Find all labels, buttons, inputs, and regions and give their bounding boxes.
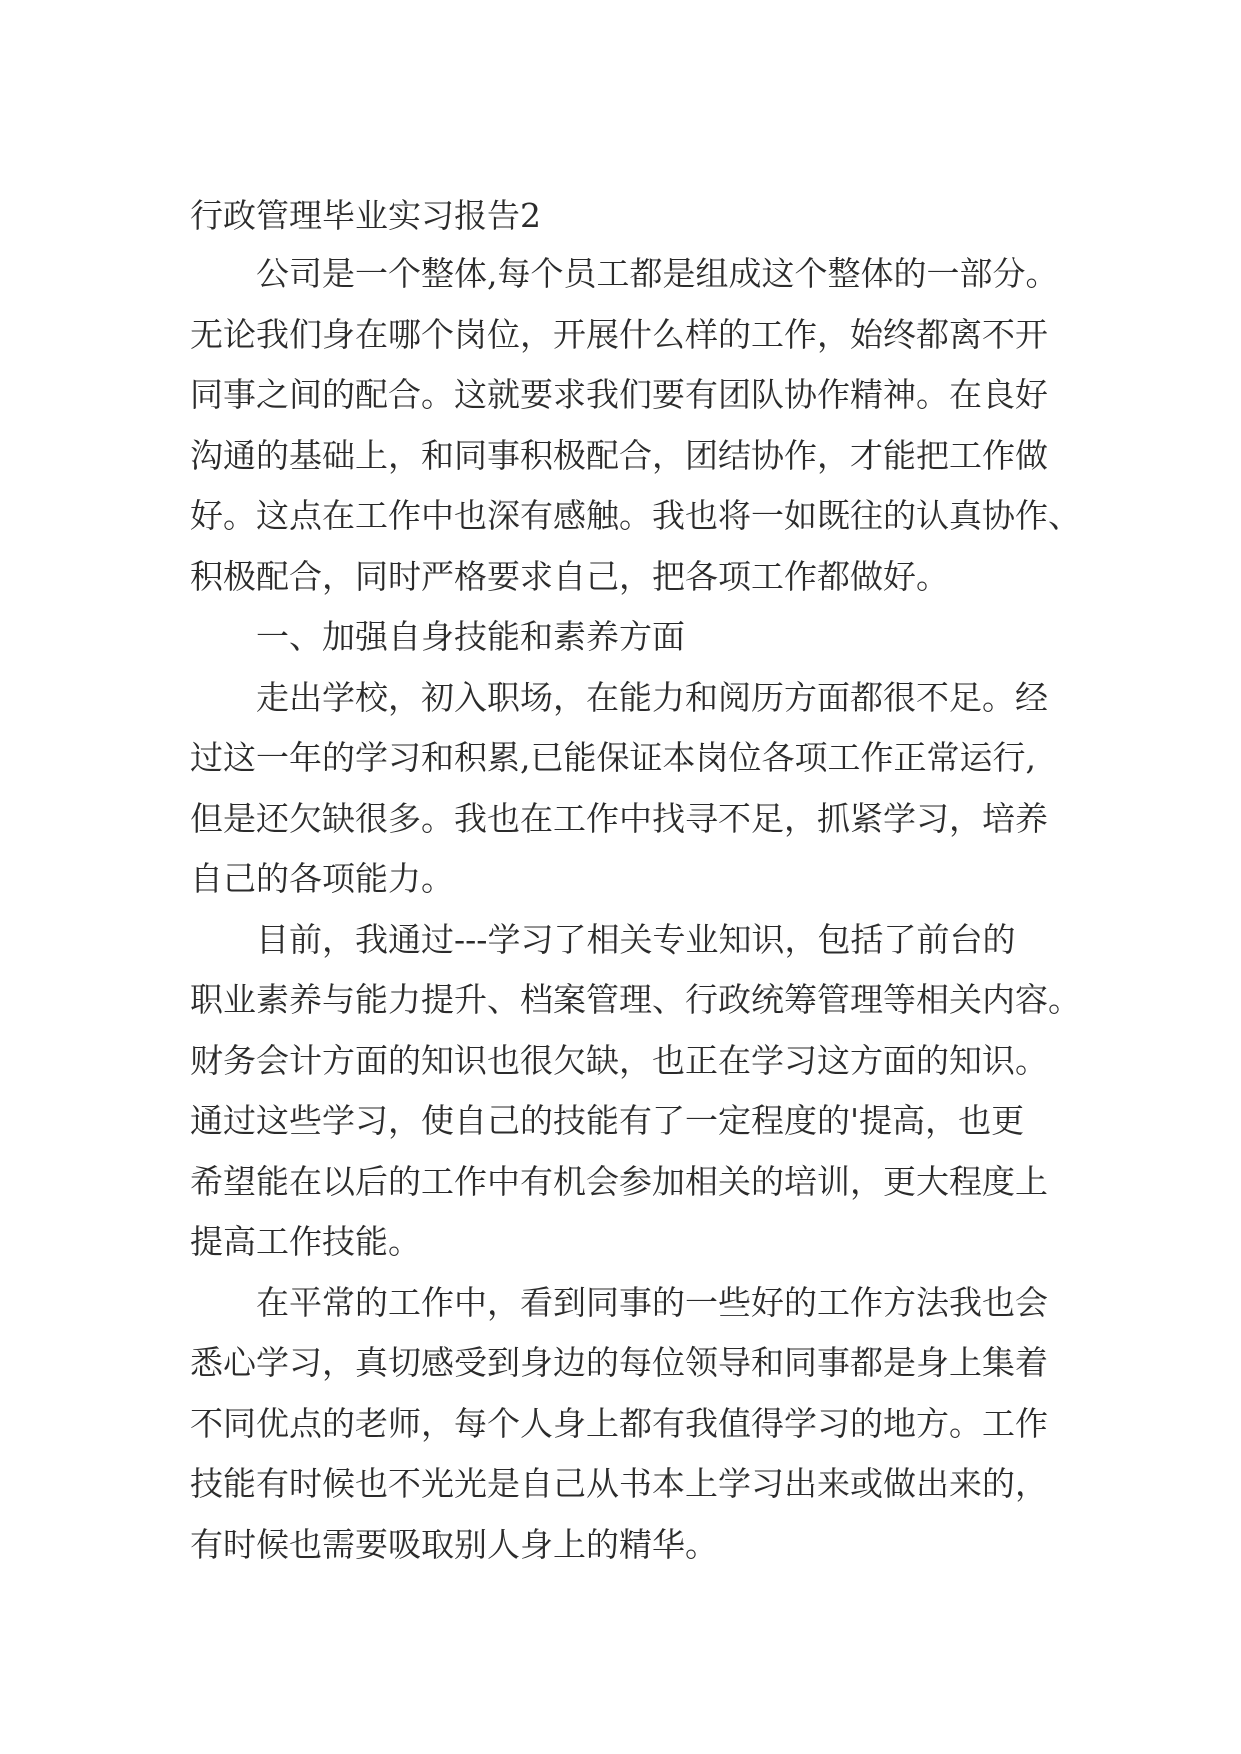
text-line: 提高工作技能。 bbox=[190, 1222, 421, 1261]
text-line: 积极配合，同时严格要求自己，把各项工作都做好。 bbox=[190, 556, 949, 596]
text-line: 公司是一个整体,每个员工都是组成这个整体的一部分。 bbox=[256, 254, 1059, 293]
text-line: 在平常的工作中，看到同事的一些好的工作方法我也会 bbox=[256, 1282, 1048, 1322]
text-line: 职业素养与能力提升、档案管理、行政统筹管理等相关内容。 bbox=[190, 980, 1081, 1019]
text-line: 有时候也需要吸取别人身上的精华。 bbox=[190, 1524, 718, 1564]
text-line: 好。这点在工作中也深有感触。我也将一如既往的认真协作、 bbox=[190, 496, 1081, 535]
text-line: 沟通的基础上，和同事积极配合，团结协作，才能把工作做 bbox=[190, 435, 1048, 475]
paragraph-lines bbox=[190, 244, 1090, 1575]
text-line: 财务会计方面的知识也很欠缺，也正在学习这方面的知识。 bbox=[190, 1040, 1048, 1080]
text-line: 目前，我通过---学习了相关专业知识，包括了前台的 bbox=[256, 919, 1016, 959]
text-line: 不同优点的老师，每个人身上都有我值得学习的地方。工作 bbox=[190, 1403, 1048, 1443]
text-line: 同事之间的配合。这就要求我们要有团队协作精神。在良好 bbox=[190, 375, 1048, 414]
text-line: 自己的各项能力。 bbox=[190, 859, 454, 898]
text-line: 但是还欠缺很多。我也在工作中找寻不足，抓紧学习，培养 bbox=[190, 798, 1048, 838]
text-line: 无论我们身在哪个岗位，开展什么样的工作，始终都离不开 bbox=[190, 314, 1048, 354]
text-line: 走出学校，初入职场，在能力和阅历方面都很不足。经 bbox=[256, 677, 1048, 717]
text-line: 通过这些学习，使自己的技能有了一定程度的'提高，也更 bbox=[190, 1101, 1025, 1140]
text-line: 悉心学习，真切感受到身边的每位领导和同事都是身上集着 bbox=[190, 1343, 1048, 1382]
text-line: 技能有时候也不光光是自己从书本上学习出来或做出来的， bbox=[190, 1464, 1048, 1503]
text-line: 过这一年的学习和积累,已能保证本岗位各项工作正常运行, bbox=[190, 738, 1036, 777]
text-line: 希望能在以后的工作中有机会参加相关的培训，更大程度上 bbox=[190, 1161, 1048, 1201]
document-body bbox=[190, 188, 1090, 1575]
document-title: 行政管理毕业实习报告2 bbox=[190, 196, 541, 235]
text-line: 一、加强自身技能和素养方面 bbox=[256, 617, 685, 656]
